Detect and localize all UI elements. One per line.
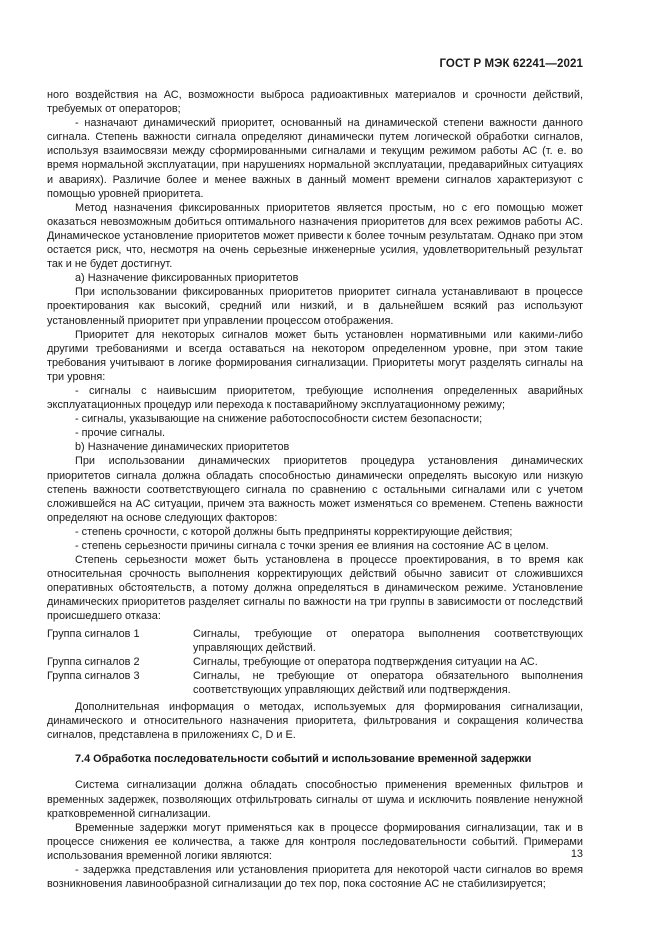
signal-group-row — [47, 669, 583, 697]
signal-group-desc: Сигналы, требующие от оператора подтверждения ситуации на АС. — [193, 655, 538, 668]
paragraph: Дополнительная информация о методах, используемых для формирования сигнализации, динамического и относительного назначения приоритета, фильтрования и сокращения количества сигналов, представлена в приложениях С, D и Е. — [47, 701, 583, 742]
signal-group-desc: Сигналы, требующие от оператора выполнения соответствующих управляющих действий. — [193, 627, 583, 654]
page-number: 13 — [570, 848, 583, 860]
paragraph: Приоритет для некоторых сигналов может быть установлен нормативными или какими-либо другими требованиями и всегда оставаться на некотором определенном уровне, при этом такие требования учитывают в логике формирования сигнализации. Приоритеты могут разделять сигналы на три уровня: — [47, 328, 583, 383]
signal-group-row — [47, 627, 583, 655]
signal-group-desc: Сигналы, не требующие от оператора обязательного выполнения соответствующих управляющих действий или подтверждения. — [193, 669, 583, 696]
paragraph: При использовании фиксированных приоритетов приоритет сигнала устанавливают в процессе проектирования как высокий, средний или низкий, и в дальнейшем всякий раз используют установленный приоритет при управлении процессом отображения. — [47, 286, 583, 327]
paragraph: Система сигнализации должна обладать способностью применения временных фильтров и временных задержек, позволяющих отфильтровать сигналы от шума и исключить появление ненужной кратковременной сигнализации. — [47, 779, 583, 820]
subheading: b) Назначение динамических приоритетов — [75, 441, 290, 454]
paragraph: Метод назначения фиксированных приоритетов является простым, но с его помощью может оказаться невозможным добиться оптимального назначения приоритетов для всех режимов работы АС. Динамическое установление приоритетов может привести к более точным результатам. Однако при этом остается риск, что, несмотря на очень серьезные инженерные усилия, удовлетворительный результат так и не будет достигнут. — [47, 201, 583, 271]
paragraph: При использовании динамических приоритетов процедура установления динамических приоритетов сигнала должна обладать способностью динамически определять высокую или низкую степень важности соответствующего сигнала по сравнению с остальными сигналами или с учетом сложившейся на АС ситуации, причем эта важность может изменяться со временем. Степень важности определяют на основе следующих факторов: — [47, 455, 583, 524]
signal-group-name: Группа сигналов 2 — [47, 655, 140, 668]
paragraph: Временные задержки могут применяться как в процессе формирования сигнализации, так и в процессе снижения ее количества, а также для контроля последовательности событий. Примерами использования временной логики являются: — [47, 821, 583, 862]
section-heading: 7.4 Обработка последовательности событий и использование временной задержки — [75, 753, 532, 766]
list-item: - степень срочности, с которой должны быть предприняты корректирующие действия; — [75, 525, 513, 538]
signal-groups — [47, 627, 583, 697]
signal-group-name: Группа сигналов 1 — [47, 627, 140, 640]
document-body — [47, 88, 583, 891]
list-item: - задержка представления или установления приоритета для некоторой части сигналов во время возникновения лавинообразной сигнализации до тех пор, пока состояние АС не стабилизируется; — [47, 863, 583, 891]
paragraph: Степень серьезности может быть установлена в процессе проектирования, в то время как относительная срочность выполнения корректирующих действий обычно зависит от сложившихся оперативных обстоятельств, а потому должна определяться в динамическом режиме. Установление динамических приоритетов разделяет сигналы по важности на три группы в зависимости от последствий происшедшего отказа: — [47, 554, 583, 623]
signal-group-name: Группа сигналов 3 — [47, 669, 140, 682]
paragraph: ного воздействия на АС, возможности выброса радиоактивных материалов и срочности действий, требуемых от операторов; — [47, 89, 583, 116]
list-item: - сигналы с наивысшим приоритетом, требующие исполнения определенных аварийных эксплуатационных процедур или перехода к поставарийному эксплуатационному режиму; — [47, 384, 583, 412]
subheading: а) Назначение фиксированных приоритетов — [75, 272, 299, 285]
list-item: - назначают динамический приоритет, основанный на динамической степени важности данного сигнала. Степень важности сигнала определяют динамически путем логической обработки сигналов, используя взаимосвязи между сформированными сигналами и текущим режимом работы АС (т. е. во время нормальной эксплуатации, при нарушениях нормальной эксплуатации, предаварийных ситуациях и авариях). Различие более и менее важных в данный момент времени сигналов характеризуют с помощью уровней приоритета. — [47, 117, 583, 200]
list-item: - степень серьезности причины сигнала с точки зрения ее влияния на состояние АС в целом. — [75, 540, 549, 552]
list-item: - сигналы, указывающие на снижение работоспособности систем безопасности; — [75, 413, 483, 426]
signal-group-row — [47, 655, 583, 669]
list-item: - прочие сигналы. — [75, 427, 166, 440]
document-header: ГОСТ Р МЭК 62241—2021 — [439, 58, 583, 70]
